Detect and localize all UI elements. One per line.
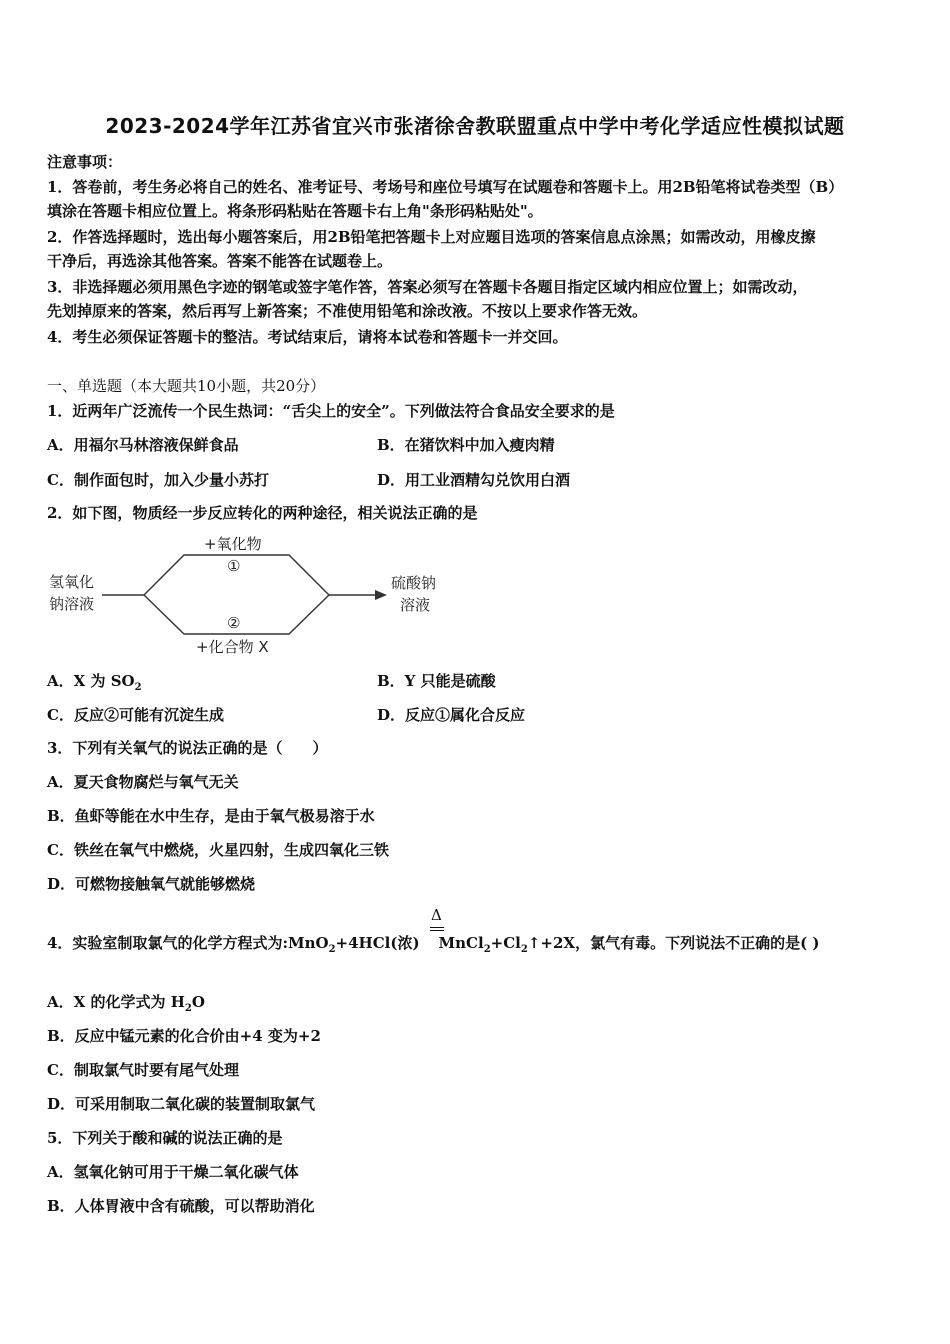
diagram-arrow-head (375, 590, 387, 600)
q4-option-a (47, 991, 205, 1014)
q4-equals-bar-bottom (430, 930, 444, 931)
q3-option-d: D．可燃物接触氧气就能够燃烧 (47, 875, 256, 893)
q1-option-c: C．制作面包时，加入少量小苏打 (47, 471, 269, 489)
q4-sub-2: 2 (483, 944, 491, 955)
notice-line-3a: 3．非选择题必须用黑色字迹的钢笔或签字笔作答，答案必须写在答题卡各题目指定区域内相应位置上；如需改动， (47, 278, 808, 296)
notice-heading: 注意事项： (47, 153, 123, 171)
q4-stem-pre: 4．实验室制取氯气的化学方程式为:MnO (47, 934, 329, 952)
q5-stem: 5．下列关于酸和碱的说法正确的是 (47, 1129, 283, 1147)
q4-option-a-sub: 2 (184, 1003, 192, 1014)
q2-option-a (47, 670, 142, 693)
q2-option-d: D．反应①属化合反应 (377, 706, 526, 724)
q1-option-b: B．在猪饮料中加入瘦肉精 (377, 436, 555, 454)
reaction-pathway-diagram (44, 531, 464, 661)
q4-stem-mid3: +Cl (490, 934, 521, 952)
q4-option-c: C．制取氯气时要有尾气处理 (47, 1061, 239, 1079)
diagram-bottom-number: ② (227, 614, 241, 632)
q4-equals-bar-top (430, 927, 444, 928)
q2-option-c: C．反应②可能有沉淀生成 (47, 706, 224, 724)
q1-option-a: A．用福尔马林溶液保鲜食品 (47, 436, 239, 454)
q4-stem-mid1: +4HCl(浓) (335, 934, 420, 952)
q4-option-a-text: A．X 的化学式为 H (47, 993, 185, 1011)
q2-stem: 2．如下图，物质经一步反应转化的两种途径，相关说法正确的是 (47, 504, 478, 522)
q3-option-c: C．铁丝在氧气中燃烧，火星四射，生成四氧化三铁 (47, 841, 389, 859)
notice-line-1b: 填涂在答题卡相应位置上。将条形码粘贴在答题卡右上角"条形码粘贴处"。 (47, 202, 543, 220)
q4-option-d: D．可采用制取二氧化碳的装置制取氯气 (47, 1095, 316, 1113)
q4-sub-1: 2 (328, 944, 336, 955)
diagram-right-label-2: 溶液 (400, 596, 431, 614)
diagram-bottom-label: +化合物 X (196, 638, 269, 656)
q4-delta-symbol: Δ (431, 906, 442, 924)
q4-stem-post: ↑+2X，氯气有毒。下列说法不正确的是( ) (527, 934, 820, 952)
diagram-top-label: +氧化物 (204, 535, 262, 553)
diagram-top-number: ① (227, 557, 241, 575)
diagram-left-label-1: 氢氧化 (49, 573, 95, 591)
exam-title: 2023-2024学年江苏省宜兴市张渚徐舍教联盟重点中学中考化学适应性模拟试题 (105, 114, 845, 138)
q3-stem: 3．下列有关氧气的说法正确的是（ ） (47, 739, 328, 757)
q2-option-b: B．Y 只能是硫酸 (377, 672, 496, 690)
q5-option-a: A．氢氧化钠可用于干燥二氧化碳气体 (47, 1163, 299, 1181)
section-heading: 一、单选题（本大题共10小题，共20分） (47, 377, 326, 395)
notice-line-2a: 2．作答选择题时，选出每小题答案后，用2B铅笔把答题卡上对应题目选项的答案信息点涂黑；如需改动，用橡皮擦 (47, 228, 816, 246)
q3-option-a: A．夏天食物腐烂与氧气无关 (47, 773, 239, 791)
q4-stem (47, 932, 820, 955)
q3-option-b: B．鱼虾等能在水中生存，是由于氧气极易溶于水 (47, 807, 375, 825)
notice-line-3b: 先划掉原来的答案，然后再写上新答案；不准使用铅笔和涂改液。不按以上要求作答无效。 (47, 302, 648, 320)
q4-option-b: B．反应中锰元素的化合价由+4 变为+2 (47, 1027, 321, 1045)
q4-sub-3: 2 (520, 944, 528, 955)
notice-line-4: 4．考生必须保证答题卡的整洁。考试结束后，请将本试卷和答题卡一并交回。 (47, 328, 568, 346)
q4-option-a-post: O (191, 993, 205, 1011)
diagram-left-label-2: 钠溶液 (49, 595, 95, 613)
q5-option-b: B．人体胃液中含有硫酸，可以帮助消化 (47, 1197, 315, 1215)
q1-option-d: D．用工业酒精勾兑饮用白酒 (377, 471, 571, 489)
q2-option-a-sub: 2 (134, 682, 142, 693)
notice-line-1a: 1．答卷前，考生务必将自己的姓名、准考证号、考场号和座位号填写在试题卷和答题卡上。用2B铅笔将试卷类型（B） (47, 178, 844, 196)
diagram-right-label-1: 硫酸钠 (391, 574, 437, 592)
notice-line-2b: 干净后，再选涂其他答案。答案不能答在试题卷上。 (47, 252, 393, 270)
q1-stem: 1．近两年广泛流传一个民生热词：“舌尖上的安全”。下列做法符合食品安全要求的是 (47, 402, 615, 420)
q4-stem-mid2: MnCl (438, 934, 484, 952)
q2-option-a-text: A．X 为 SO (47, 672, 135, 690)
